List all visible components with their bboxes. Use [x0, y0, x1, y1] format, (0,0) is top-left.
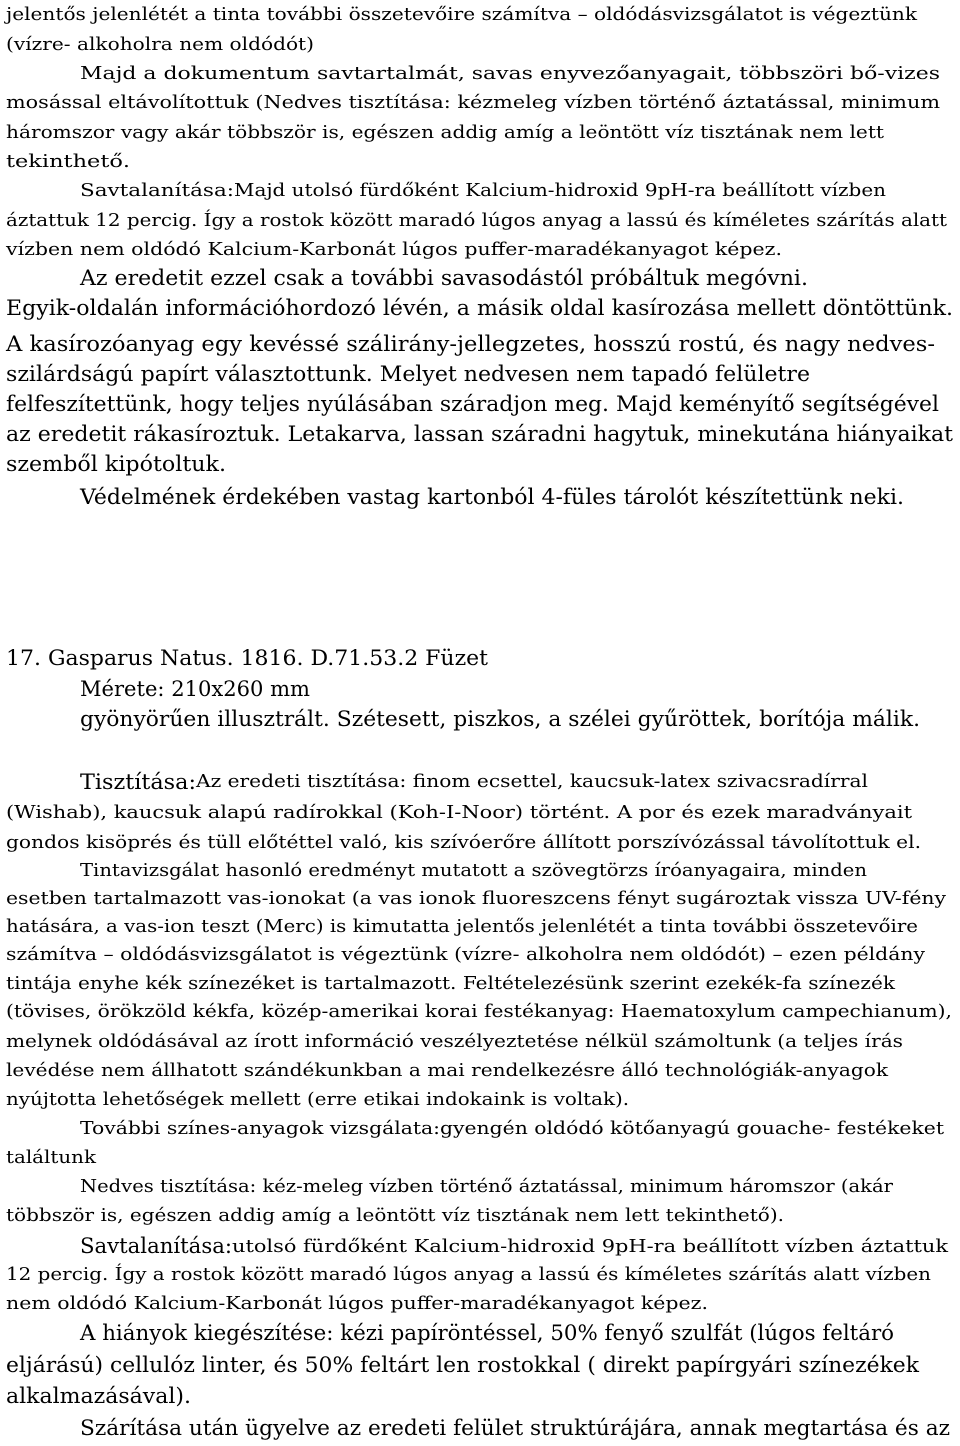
- text-line: háromszor vagy akár többször is, egészen addig amíg a leöntött víz tisztának nem lett: [6, 122, 884, 143]
- text-line: A kasírozóanyag egy kevéssé szálirány-jellegzetes, hosszú rostú, és nagy nedves-: [6, 332, 935, 356]
- text-line: tekinthető.: [6, 151, 130, 172]
- text-line: Nedves tisztítása: kéz-meleg vízben történő áztatással, minimum háromszor (akár: [80, 1176, 893, 1197]
- text-line: A hiányok kiegészítése: kézi papíröntéssel, 50% fenyő szulfát (lúgos feltáró: [80, 1321, 895, 1345]
- text-line: Szárítása után ügyelve az eredeti felület struktúrájára, annak megtartása és az: [80, 1416, 950, 1440]
- text-line: számítva – oldódásvizsgálatot is végeztünk (vízre- alkoholra nem oldódót) – ezen példány: [6, 944, 925, 965]
- text-line: (vízre- alkoholra nem oldódót): [6, 34, 314, 55]
- text-line: áztattuk 12 percig. Így a rostok között maradó lúgos anyag a lassú és kíméletes szárítás alatt: [6, 210, 947, 231]
- text-line: Egyik-oldalán információhordozó lévén, a másik oldal kasírozása mellett döntöttünk.: [6, 296, 953, 320]
- text-line: esetben tartalmazott vas-ionokat (a vas ionok fluoreszcens fényt sugároztak vissza UV-fény: [6, 888, 947, 909]
- text-line: Tintavizsgálat hasonló eredményt mutatott a szövegtörzs íróanyagaira, minden: [80, 860, 867, 881]
- text-line: alkalmazásával).: [6, 1384, 191, 1408]
- text-line: További színes-anyagok vizsgálata:gyengén oldódó kötőanyagú gouache- festékeket: [80, 1118, 945, 1139]
- text-line: felfeszítettünk, hogy teljes nyúlásában száradjon meg. Majd keményítő segítségével: [6, 392, 939, 416]
- item-heading: 17. Gasparus Natus. 1816. D.71.53.2 Füzet: [6, 646, 488, 670]
- text-line: szilárdságú papírt választottunk. Melyet nedvesen nem tapadó felületre: [6, 362, 810, 386]
- text-line: Az eredeti tisztítása: finom ecsettel, kaucsuk-latex szivacsradírral: [196, 771, 868, 792]
- text-line: Az eredetit ezzel csak a további savasodástól próbáltuk megóvni.: [80, 266, 808, 290]
- text-line: az eredetit rákasíroztuk. Letakarva, lassan száradni hagytuk, minekutána hiányaikat: [6, 422, 953, 446]
- text-line: többször is, egészen addig amíg a leöntött víz tisztának nem lett tekinthető).: [6, 1205, 784, 1226]
- text-line: jelentős jelenlétét a tinta további összetevőire számítva – oldódásvizsgálatot is végeztünk: [6, 4, 917, 25]
- section-label: Tisztítása:: [80, 770, 196, 794]
- text-line: 12 percig. Így a rostok között maradó lúgos anyag a lassú és kíméletes szárítás alatt vízben: [6, 1264, 931, 1285]
- section-label: Savtalanítása:: [80, 180, 234, 201]
- text-line: eljárású) cellulóz linter, és 50% feltárt len rostokkal ( direkt papírgyári színezékek: [6, 1353, 919, 1377]
- text-line: melynek oldódásával az írott információ veszélyeztetése nélkül számoltunk (a teljes írás: [6, 1031, 903, 1052]
- text-line: nyújtotta lehetőségek mellett (erre etikai indokaink is voltak).: [6, 1089, 629, 1110]
- text-line: hatására, a vas-ion teszt (Merc) is kimutatta jelentős jelenlétét a tinta további összetevőire: [6, 916, 918, 937]
- text-line: levédése nem állhatott szándékunkban a mai rendelkezésre álló technológiák-anyagok: [6, 1060, 888, 1081]
- text-line: találtunk: [6, 1147, 96, 1168]
- text-line: gondos kisöprés és tüll előtéttel való, kis szívóerőre állított porszívózással távolítottuk el.: [6, 832, 921, 853]
- text-line: gyönyörűen illusztrált. Szétesett, piszkos, a szélei gyűröttek, borítója málik.: [80, 707, 920, 731]
- text-line: nem oldódó Kalcium-Karbonát lúgos puffer-maradékanyagot képez.: [6, 1293, 708, 1314]
- text-line: Védelmének érdekében vastag kartonból 4-füles tárolót készítettünk neki.: [80, 485, 904, 509]
- section-label: Savtalanítása:: [80, 1234, 232, 1258]
- text-line: (tövises, örökzöld kékfa, közép-amerikai korai festékanyag: Haematoxylum campechianum),: [6, 1001, 952, 1022]
- text-line: Majd a dokumentum savtartalmát, savas enyvezőanyagait, többszöri bő-vizes: [80, 63, 940, 84]
- text-line: mosással eltávolítottuk (Nedves tisztítása: kézmeleg vízben történő áztatással, minimum: [6, 92, 940, 113]
- text-line: tintája enyhe kék színezéket is tartalmazott. Feltételezésünk szerint ezekék-fa színezék: [6, 973, 895, 994]
- text-line: vízben nem oldódó Kalcium-Karbonát lúgos puffer-maradékanyagot képez.: [6, 239, 782, 260]
- text-line: (Wishab), kaucsuk alapú radírokkal (Koh-I-Noor) történt. A por és ezek maradványait: [6, 802, 912, 823]
- text-line: utolsó fürdőként Kalcium-hidroxid 9pH-ra beállított vízben áztattuk: [232, 1236, 949, 1257]
- text-line: Majd utolsó fürdőként Kalcium-hidroxid 9pH-ra beállított vízben: [234, 180, 886, 201]
- text-line: szemből kipótoltuk.: [6, 452, 226, 476]
- text-line: Mérete: 210x260 mm: [80, 677, 310, 701]
